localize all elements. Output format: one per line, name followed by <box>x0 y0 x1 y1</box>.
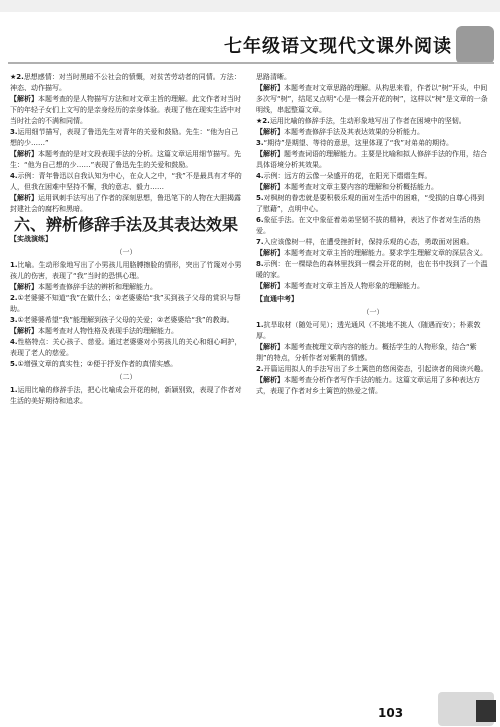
subheading: 【直通中考】 <box>256 295 298 303</box>
answer-label: 3. <box>256 139 264 147</box>
answer-label: 4. <box>256 172 264 180</box>
answer-paragraph <box>256 138 490 149</box>
answer-paragraph <box>256 342 490 364</box>
answer-paragraph <box>10 337 242 359</box>
answer-paragraph <box>256 281 490 292</box>
answer-paragraph <box>256 320 490 342</box>
answer-paragraph <box>10 326 242 337</box>
answer-text: ①老婆婆希望“我”能理解到孩子父母的关爱；②老婆婆给“我”的教诲。 <box>17 316 234 324</box>
answer-label: 5. <box>256 194 264 202</box>
answer-paragraph <box>256 259 490 281</box>
page-header <box>0 14 500 70</box>
answer-text: 运用比喻的修辞手法，把心比喻成会开花的树，新颖别致，表现了作者对生活的美好期待和追求。 <box>10 386 242 405</box>
answer-label: 8. <box>256 260 264 268</box>
answer-text: 思想感情：对当时黑暗不公社会的愤慨，对贫苦劳动者的同情。方法：神态、动作描写。 <box>10 73 241 92</box>
answer-paragraph <box>10 171 242 193</box>
section-heading: 六、辨析修辞手法及其表达效果 <box>13 215 238 234</box>
answer-paragraph <box>10 293 242 315</box>
answer-text: 比喻。生动形象地写出了小男孩儿用胳膊擦脸的情形，突出了竹篾对小男孩儿的伤害，表现了“我”当时的恐惧心理。 <box>10 261 242 280</box>
answer-paragraph <box>256 116 490 127</box>
answer-label: 1. <box>10 386 18 394</box>
answer-paragraph <box>10 282 242 293</box>
answer-paragraph <box>256 364 490 375</box>
answer-text: 本题考查对文章主旨的理解能力。要求学生理解文章的深层含义。 <box>284 249 487 257</box>
answer-text: 运用比喻的修辞手法，生动形象地写出了作者在困境中的坚韧。 <box>269 117 466 125</box>
answer-label: 1. <box>256 321 264 329</box>
answer-text: 示例：青年鲁迅以自我认知为中心，在众人之中，“我”不是最具有才华的人，但我在困难中坚持不懈，我的意志、毅力…… <box>10 172 242 191</box>
answer-label: 4. <box>10 172 18 180</box>
answer-paragraph <box>256 375 490 397</box>
answer-text: 思路清晰。 <box>256 73 291 81</box>
answer-label: 【解析】 <box>256 343 284 351</box>
answer-text: 象征手法。在文中象征着弟弟坚韧不拔的精神，表达了作者对生活的热爱。 <box>256 216 481 235</box>
answer-label: 【解析】 <box>256 249 284 257</box>
answer-paragraph <box>10 315 242 326</box>
answer-label: 【解析】 <box>256 128 284 136</box>
answer-paragraph <box>10 260 242 282</box>
book-logo-icon <box>456 26 494 64</box>
answer-text: ①老婆婆不知道“我”在做什么；②老婆婆给“我”买到孩子父母的赏识与帮助。 <box>10 294 241 313</box>
answer-text: 运用讽刺手法写出了作者的深刻思想，鲁迅笔下的人物在大胆揭露封建社会的腐朽和黑暗。 <box>10 194 241 213</box>
answer-paragraph <box>10 359 242 370</box>
answer-paragraph <box>256 83 490 116</box>
answer-label: 6. <box>256 216 264 224</box>
answer-paragraph <box>256 127 490 138</box>
answer-paragraph <box>256 237 490 248</box>
answer-paragraph <box>256 182 490 193</box>
answer-text: 开篇运用拟人的手法写出了乡土篱笆的悠闲姿态，引起读者的阅读兴趣。 <box>263 365 488 373</box>
answer-text: 本题考查对文章主旨及人物形象的理解能力。 <box>284 282 424 290</box>
answer-label: 【解析】 <box>10 150 38 158</box>
answer-label: 3. <box>10 316 18 324</box>
page-number: 103 <box>378 706 404 720</box>
answer-text: 抗旱取材（随处可见）；透光通风（不挑地不挑人（随遇而安）；朴素敦厚。 <box>256 321 481 340</box>
answer-text: 本题考查对人物性格及表现手法的理解能力。 <box>38 327 178 335</box>
answer-label: ★2. <box>256 117 270 125</box>
answer-text: 本题考查对文章思路的理解。从构思来看，作者以“树”开头，中间多次写“树”，结尾又点明“心是一棵会开花的树”，这样以“树”是文章的一条明线，串起整篇文章。 <box>256 84 488 114</box>
answer-text: 本题考查对文章主要内容的理解和分析概括能力。 <box>284 183 438 191</box>
answer-text: ①增强文章的真实性；②便于抒发作者的真情实感。 <box>17 360 178 368</box>
answer-text: 本题考查梳理文章内容的能力。概括学生的人物形象，结合“紫荆”的特点，分析作者对紫荆的情感。 <box>256 343 477 362</box>
answer-paragraph <box>256 149 490 171</box>
answer-paragraph <box>10 193 242 215</box>
page-title: 七年级语文现代文课外阅读 <box>224 36 452 57</box>
part-marker: （二） <box>115 373 137 381</box>
answer-text: 示例：远方的云像一朵盛开的花，在阳光下熠熠生辉。 <box>263 172 432 180</box>
answer-label: 【解析】 <box>256 150 284 158</box>
right-column <box>256 72 490 712</box>
answer-label: 【解析】 <box>10 327 38 335</box>
answer-label: 2. <box>256 365 264 373</box>
answer-text: 入应该像树一样，在遭受挫折时，保持乐观的心态，勇敢面对困难。 <box>263 238 474 246</box>
header-rule <box>8 62 494 64</box>
answer-text: 本题考查修辞手法及其表达效果的分析能力。 <box>284 128 424 136</box>
answer-label: 【解析】 <box>10 194 38 202</box>
answer-label: 【解析】 <box>256 376 284 384</box>
answer-text: 题考查词语的理解能力。主要是比喻和拟人修辞手法的作用，结合具体语境分析其效果。 <box>256 150 487 169</box>
answer-paragraph <box>10 385 242 407</box>
answer-label: 【解析】 <box>256 282 284 290</box>
answer-paragraph <box>10 94 242 127</box>
answer-label: 【解析】 <box>10 283 38 291</box>
answer-label: 1. <box>10 261 18 269</box>
answer-label: 7. <box>256 238 264 246</box>
answer-label: 3. <box>10 128 18 136</box>
answer-label: 【解析】 <box>256 183 284 191</box>
answer-label: 【解析】 <box>256 84 284 92</box>
answer-text: 本题考查的是人物描写方法和对文章主旨的理解。此文作者对当时下的年轻子女们上文写的是亲身经历的亲身体验。表现了他在现实生活中对当时社会的不满和同情。 <box>10 95 241 125</box>
answer-text: “期待”是期望、等待的意思，这里体现了“我”对弟弟的期待。 <box>263 139 454 147</box>
answer-text: 本题考查修辞手法的辨析和理解能力。 <box>38 283 157 291</box>
answer-paragraph <box>256 72 490 83</box>
answer-text: 示例：在一棵绿色的森林里找到一棵会开花的树，也在书中找到了一个温暖的家。 <box>256 260 488 279</box>
subheading: 【实战演练】 <box>10 235 52 243</box>
top-bar <box>0 0 500 12</box>
answer-paragraph <box>10 72 242 94</box>
bookmark-icon <box>476 700 496 722</box>
answer-label: 【解析】 <box>10 95 38 103</box>
answer-text: 性格特点：关心孩子、慈爱。通过老婆婆对小男孩儿的关心和细心呵护，表现了老人的慈爱。 <box>10 338 242 357</box>
part-marker: （一） <box>362 308 384 316</box>
answer-label: 4. <box>10 338 18 346</box>
answer-text: 运用细节描写，表现了鲁迅先生对青年的关爱和鼓励。先生：“他为自己想的少……” <box>10 128 239 147</box>
answer-paragraph <box>256 171 490 182</box>
answer-label: 2. <box>10 294 18 302</box>
answer-paragraph <box>256 248 490 259</box>
left-column <box>10 72 242 712</box>
answer-label: ★2. <box>10 73 24 81</box>
answer-text: 对枫树的眷恋就是要积极乐观的面对生活中的困难，“受损的自尊心得到了慰藉”，点明中心。 <box>256 194 485 213</box>
answer-paragraph <box>256 193 490 215</box>
answer-text: 本题考查分析作者写作手法的能力。这篇文章运用了多种表达方式，表现了作者对乡土篱笆的热爱之情。 <box>256 376 480 395</box>
answer-paragraph <box>10 149 242 171</box>
answer-text: 本题考查的是对文段表现手法的分析。这篇文章运用细节描写。先生：“他为自己想的少……”表现了鲁迅先生的关爱和鼓励。 <box>10 150 241 169</box>
answer-paragraph <box>256 215 490 237</box>
answer-paragraph <box>10 127 242 149</box>
part-marker: （一） <box>115 248 137 256</box>
answer-label: 5. <box>10 360 18 368</box>
